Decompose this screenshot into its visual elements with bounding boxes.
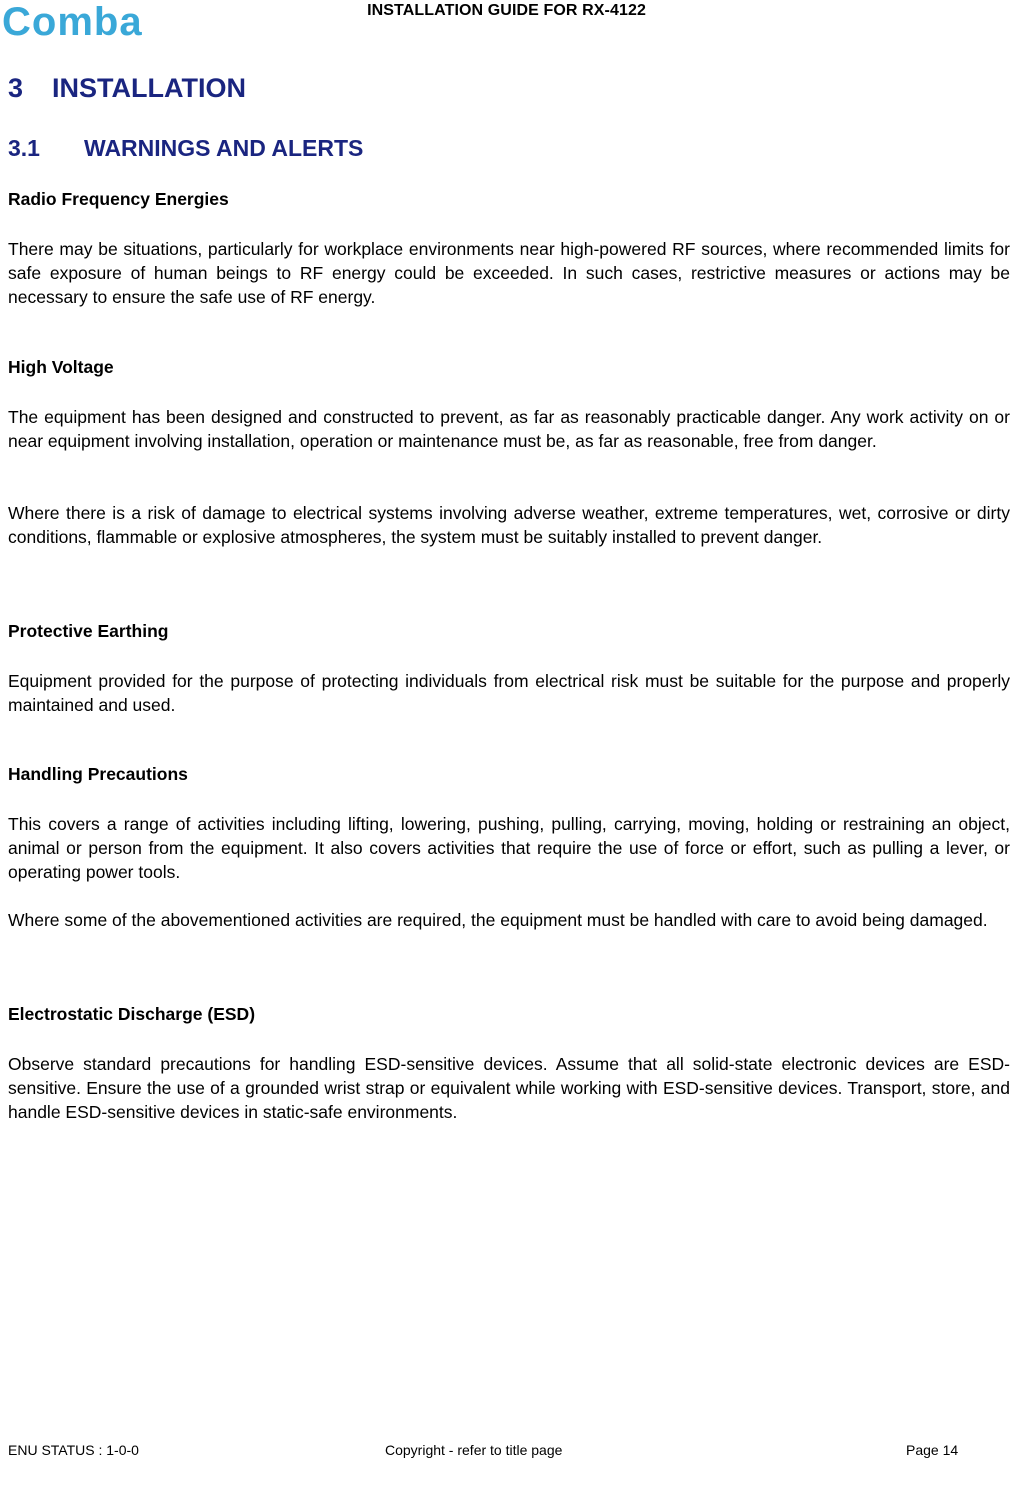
footer-page-number: Page 14 bbox=[906, 1442, 959, 1458]
section-title: WARNINGS AND ALERTS bbox=[84, 135, 364, 161]
high-voltage-paragraph-2: Where there is a risk of damage to electrical systems involving adverse weather, extreme temperatures, wet, corrosive or dirty conditions, flammable or explosive atmospheres, the system must be suitably installed to prevent danger. bbox=[8, 503, 1010, 547]
high-voltage-title: High Voltage bbox=[8, 357, 114, 377]
footer-copyright: Copyright - refer to title page bbox=[385, 1442, 563, 1458]
section-heading bbox=[8, 135, 363, 162]
comba-logo bbox=[2, 4, 182, 40]
esd-title: Electrostatic Discharge (ESD) bbox=[8, 1004, 256, 1024]
handling-precautions-paragraph-1: This covers a range of activities including lifting, lowering, pushing, pulling, carrying, moving, holding or restraining an object, animal or person from the equipment. It also covers activities that require the use of force or effort, such as pulling a lever, or operating power tools. bbox=[8, 814, 1010, 882]
document-title: INSTALLATION GUIDE FOR RX-4122 bbox=[367, 2, 646, 19]
protective-earthing-paragraph: Equipment provided for the purpose of protecting individuals from electrical risk must be suitable for the purpose and properly maintained and used. bbox=[8, 671, 1010, 715]
section-number: 3.1 bbox=[8, 135, 40, 161]
chapter-title: INSTALLATION bbox=[52, 73, 246, 103]
rf-energies-paragraph: There may be situations, particularly for workplace environments near high-powered RF sources, where recommended limits for safe exposure of human beings to RF energy could be exceeded. In such cases, restrictive measures or actions may be necessary to ensure the safe use of RF energy. bbox=[8, 239, 1010, 307]
chapter-number: 3 bbox=[8, 73, 24, 103]
svg-text:Comba: Comba bbox=[2, 4, 143, 40]
rf-energies-title: Radio Frequency Energies bbox=[8, 189, 229, 209]
high-voltage-paragraph-1: The equipment has been designed and constructed to prevent, as far as reasonably practicable danger. Any work activity on or near equipment involving installation, operation or maintenance must be, as far as reasonable, free from danger. bbox=[8, 407, 1010, 451]
handling-precautions-title: Handling Precautions bbox=[8, 764, 188, 784]
handling-precautions-paragraph-2: Where some of the abovementioned activities are required, the equipment must be handled with care to avoid being damaged. bbox=[8, 910, 988, 930]
footer-status: ENU STATUS : 1-0-0 bbox=[8, 1442, 139, 1458]
chapter-heading bbox=[8, 73, 246, 104]
protective-earthing-title: Protective Earthing bbox=[8, 621, 169, 641]
esd-paragraph: Observe standard precautions for handling ESD-sensitive devices. Assume that all solid-state electronic devices are ESD-sensitive. Ensure the use of a grounded wrist strap or equivalent while working with ESD-sensitive devices. Transport, store, and handle ESD-sensitive devices in static-safe environments. bbox=[8, 1054, 1010, 1122]
